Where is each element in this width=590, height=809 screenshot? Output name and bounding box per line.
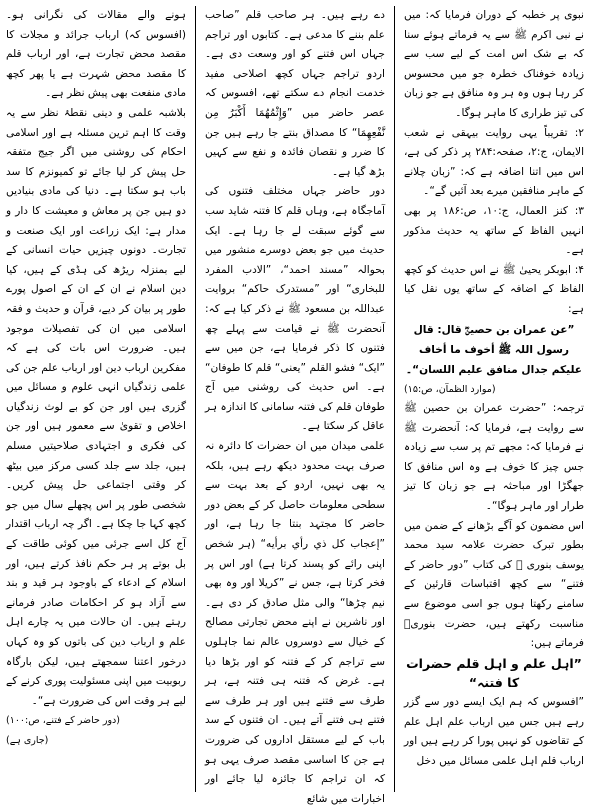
paragraph: ترجمہ: ”حضرت عمران بن حصین ﷺ سے روایت ہے، فرمایا کہ: آنحضرت ﷺ نے فرمایا کہ: مجھے تم پر سب سے زیادہ جس چیز کا خوف ہے وہ اس منافق کا جھگڑا اور مباحثہ ہے جو زبان کا تیز طرار اور ماہر ہوگا“۔ — [404, 402, 584, 513]
paragraph: دور حاضر جہاں مختلف فتنوں کی آماجگاہ ہے، وہاں قلم کا فتنہ شاید سب سے گوئے سبقت لے جا رہا ہے۔ ایک حدیث میں جو بعض دوسرے منشور میں بحوالہ ”مسند احمد“، ”الادب المفرد للبخاری“ اور ”مستدرک حاکم“ بروایت عبداللہ بن مسعود ﷺ نے ذکر کیا ہے کہ: آنحضرت ﷺ نے قیامت سے پہلے چھ فتنوں کا ذکر فرمایا ہے، جن میں سے ”ایک“ فشو القلم ”یعنی“ قلم کا طوفان“ ہے۔ اس حدیث کی روشنی میں آج طوفان قلم کی فتنہ سامانی کا اندازہ ہر عاقل کر سکتا ہے۔ — [205, 185, 385, 433]
continued-note: (جاری ہے) — [6, 734, 49, 746]
paragraph: ۳: کنز العمال، ج:۱۰، ص:۱۸۶ پر بھی انہیں الفاظ کے ساتھ یہ حدیث مذکور ہے۔ — [404, 204, 584, 257]
three-column-layout — [5, 6, 585, 805]
column-divider — [394, 6, 395, 792]
paragraph: اس مضمون کو آگے بڑھانے کے ضمن میں بطور تبرک حضرت علامہ سید محمد یوسف بنوری ﷺ کی کتاب ”دور حاضر کے فتنے“ سے کچھ اقتباسات قارئین کے سامنے رکھتا ہوں جو اسی موضوع سے مناسبت رکھتے ہیں، حضرت بنوریؒ فرماتے ہیں: — [404, 519, 584, 650]
paragraph: بلاشبہ علمی و دینی نقطۂ نظر سے یہ وقت کا اہم ترین مسئلہ ہے اور اسلامی احکام کی روشنی میں اگر جیج متفقہ حل پیش کر لیا جائے تو کمیونزم کا سد باب ہو سکتا ہے۔ دنیا کی مادی بنیادیں دو ہیں جن پر معاش و معیشت کا دار و مدار ہے: ایک زراعت اور ایک صنعت و تجارت۔ دونوں چیزیں حیات انسانی کے لیے بمنزلہ ریڑھ کی ہڈی کے ہیں، کیا دین اسلام نے ان کے ان کے اصول پورے طور پر بیان کر دیے، قرآن و حدیث و فقہ اسلامی میں ان کی تفصیلات موجود ہیں۔ ضرورت اس بات کی ہے کہ مفکرین ارباب دین اور ارباب علم جن کی علمی زندگیاں انہی علوم و مسائل میں گزری ہیں اور جن کو بے لوث زندگیاں اخلاص و تقویٰ سے معمور ہیں اور جن کی فکری و اجتہادی صلاحیتیں مسلم ہیں، جلد سے جلد کسی مرکز میں بیٹھ کر وقتی اجتماعی حل پیش کریں۔ شخصی طور پر اس پچھلے سال میں جو کچھ کہا جا چکا ہے۔ اگر چہ ارباب اقتدار آج کل اسے جرئی میں کوئی طاقت کے بل بوتے پر ہر حکم نافذ کرتے ہیں، اور اسلام کے ادعاء کے باوجود ہر قید و بند سے آزاد ہو کر احکامات صادر فرمانے رہتے ہیں۔ ان حالات میں یہ چارے اہل علم و ارباب دین کی باتوں کو وہ کہاں درخور اعتنا سمجھتے ہیں، لیکن بارگاہ ربوبیت میں اپنی مسئولیت پوری کرنے کے لیے ہر وقت اس کی ضرورت ہے“۔ — [5, 106, 186, 707]
paragraph: دے رہے ہیں۔ ہر صاحب قلم ”صاحب علم بننے کا مدعی ہے۔ کتابوں اور تراجم جہاں اس فتنے کو اور وسعت دی ہے۔ اردو تراجم جہاں کچھ اصلاحی مفید خدمت انجام دے سکتے تھے، افسوس کہ عصر حاضر میں ”وَإِثْمُهُمَا أَكْبَرُ مِن نَّفْعِهِمَا“ کا مصداق بنتے جا رہے ہیں جن کا ضرر و نقصان فائدہ و نفع سے کہیں بڑھ گیا ہے۔ — [205, 9, 385, 178]
column-middle — [205, 6, 385, 805]
paragraph: ہونے والے مقالات کی نگرانی ہو۔ (افسوس کہ) ارباب جرائد و مجلات کا مقصد محض تجارت ہے، اور ارباب قلم کا مقصد محض شہرت ہے یا پھر کچھ مادی منفعت بھی پیش نظر ہے۔ — [6, 9, 186, 100]
paragraph: ۲: تقریباً یہی روایت بیہقی نے شعب الایمان، ج:۲، صفحہ:۲۸۴ پر ذکر کی ہے، اس میں اتنا اضافہ ہے کہ: ”زبان چلانے کے ماہر منافقین میرے بعد آئیں گے“۔ — [404, 126, 585, 198]
section-heading: ”اہل علم و اہل قلم حضرات کا فتنہ“ — [406, 655, 582, 691]
source-reference: (دور حاضر کے فتنے، ص:۱۰۰) — [6, 715, 120, 727]
paragraph: ”افسوس کہ ہم ایک ایسے دور سے گزر رہے ہیں جس میں ارباب علم اہل علم کے تقاضوں کو نہیں پورا کر رہے ہیں اور ارباب قلم اہل علمی مسائل میں دخل — [404, 696, 584, 767]
paragraph: نبوی پر خطبہ کے دوران فرمایا کہ: میں نے نبی اکرم ﷺ سے یہ فرماتے ہوئے سنا کہ بے شک اس امت کے لیے سب سے زیادہ خوفناک خطرہ جو میں محسوس کر رہا ہوں وہ ہر وہ منافق ہے جو زبان کی تیز طراری کا ماہر ہوگا۔ — [404, 9, 584, 119]
paragraph: ۴: ابوبکر یحییٰ ﷺ نے اس حدیث کو کچھ الفاظ کے اضافہ کے ساتھ یوں نقل کیا ہے: — [404, 263, 584, 315]
column-left — [6, 6, 186, 792]
paragraph: علمی میدان میں ان حضرات کا دائرہ نہ صرف بہت محدود دیکھ رہے ہیں، بلکہ یہ بھی نہیں، اردو کے بعد بہت سے سطحی معلومات حاصل کر کے بعض دور حاضر کا مجتہد بنتا جا رہا ہے، اور ”إعجاب كل ذي رأي برأيه“ (ہر شخص اپنی رائے کو پسند کرتا ہے) اور اس پر فخر کرتا ہے، جس نے ”کریلا اور وہ بھی نیم چڑھا“ والی مثل صادق کر دی ہے۔ اور ناشرین نے اپنے محض تجارتی مصالح کے خیال سے دوسروں عالم نما جاہلوں سے تراجم کر کے فتنہ کو اور بڑھا دیا ہے۔ غرض کہ فتنہ ہی فتنہ ہے، ہر طرف سے فتنے ہیں اور ہر طرف سے فتنے ہی فتنے آتے ہیں۔ ان فتنوں کے سد باب کے لیے مستقل اداروں کی ضرورت ہے جن کا اساسی مقصد صرف یہی ہو کہ ان تراجم کا جائزہ لیا جائے اور اخبارات میں شائع — [205, 440, 385, 805]
arabic-quote: ”عن عمران بن حصینؓ قال: قال رسول اللہ ﷺ أخوف ما أخاف علیکم جدال منافق علیم اللسان“۔ — [405, 323, 583, 376]
column-divider — [195, 6, 196, 792]
citation: (موارد الظمآن، ص:۱۵) — [404, 383, 496, 395]
column-right — [404, 6, 584, 792]
